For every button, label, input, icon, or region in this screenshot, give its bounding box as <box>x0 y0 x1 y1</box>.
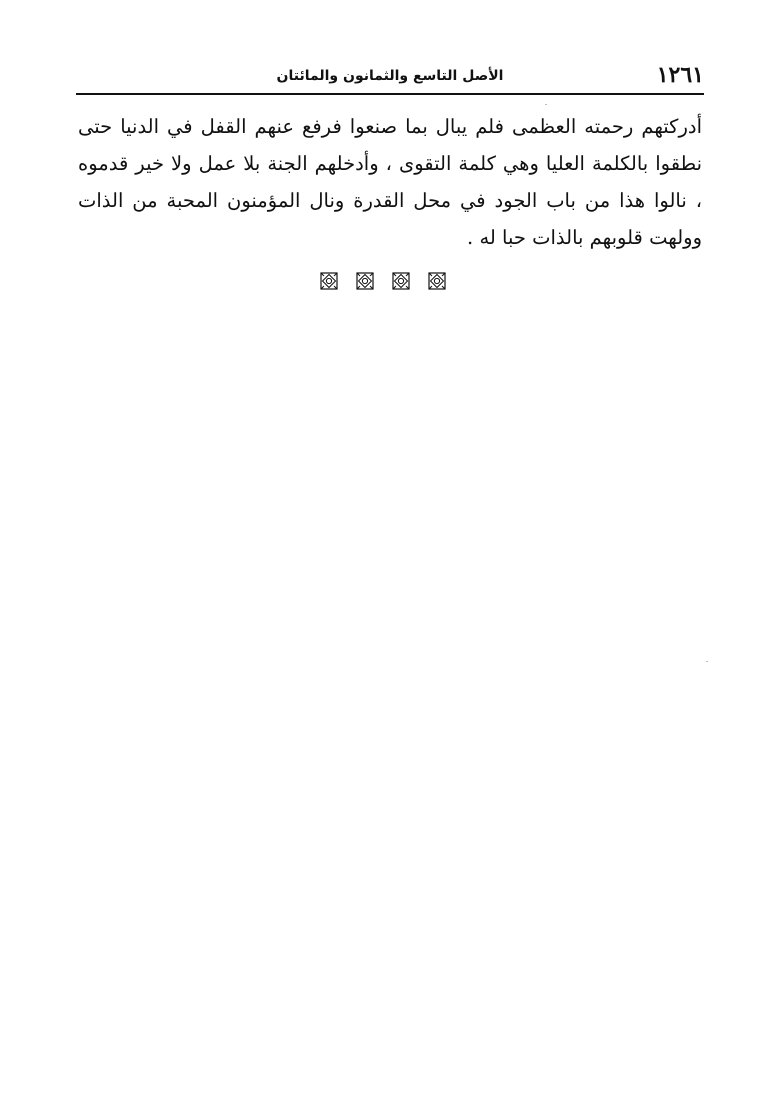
scan-speck <box>706 661 708 662</box>
page-number: ١٢٦١ <box>656 62 704 88</box>
scan-speck <box>545 104 547 105</box>
section-end-ornament-icon <box>392 272 410 290</box>
body-paragraph: أدركتهم رحمته العظمى فلم يبال بما صنعوا فرفع عنهم القفل في الدنيا حتى نطقوا بالكلمة العليا وهي كلمة التقوى ، وأدخلهم الجنة بلا عمل ولا خير قدموه ، نالوا هذا من باب الجود في محل القدرة ونال المؤمنون المحبة من الذات وولهت قلوبهم بالذات حبا له . <box>78 115 702 249</box>
section-end-ornaments <box>0 272 765 290</box>
page-header <box>76 58 704 92</box>
section-end-ornament-icon <box>320 272 338 290</box>
running-title: الأصل التاسع والثمانون والمائتان <box>276 68 504 84</box>
section-end-ornament-icon <box>356 272 374 290</box>
section-end-ornament-icon <box>428 272 446 290</box>
header-divider <box>76 93 704 95</box>
